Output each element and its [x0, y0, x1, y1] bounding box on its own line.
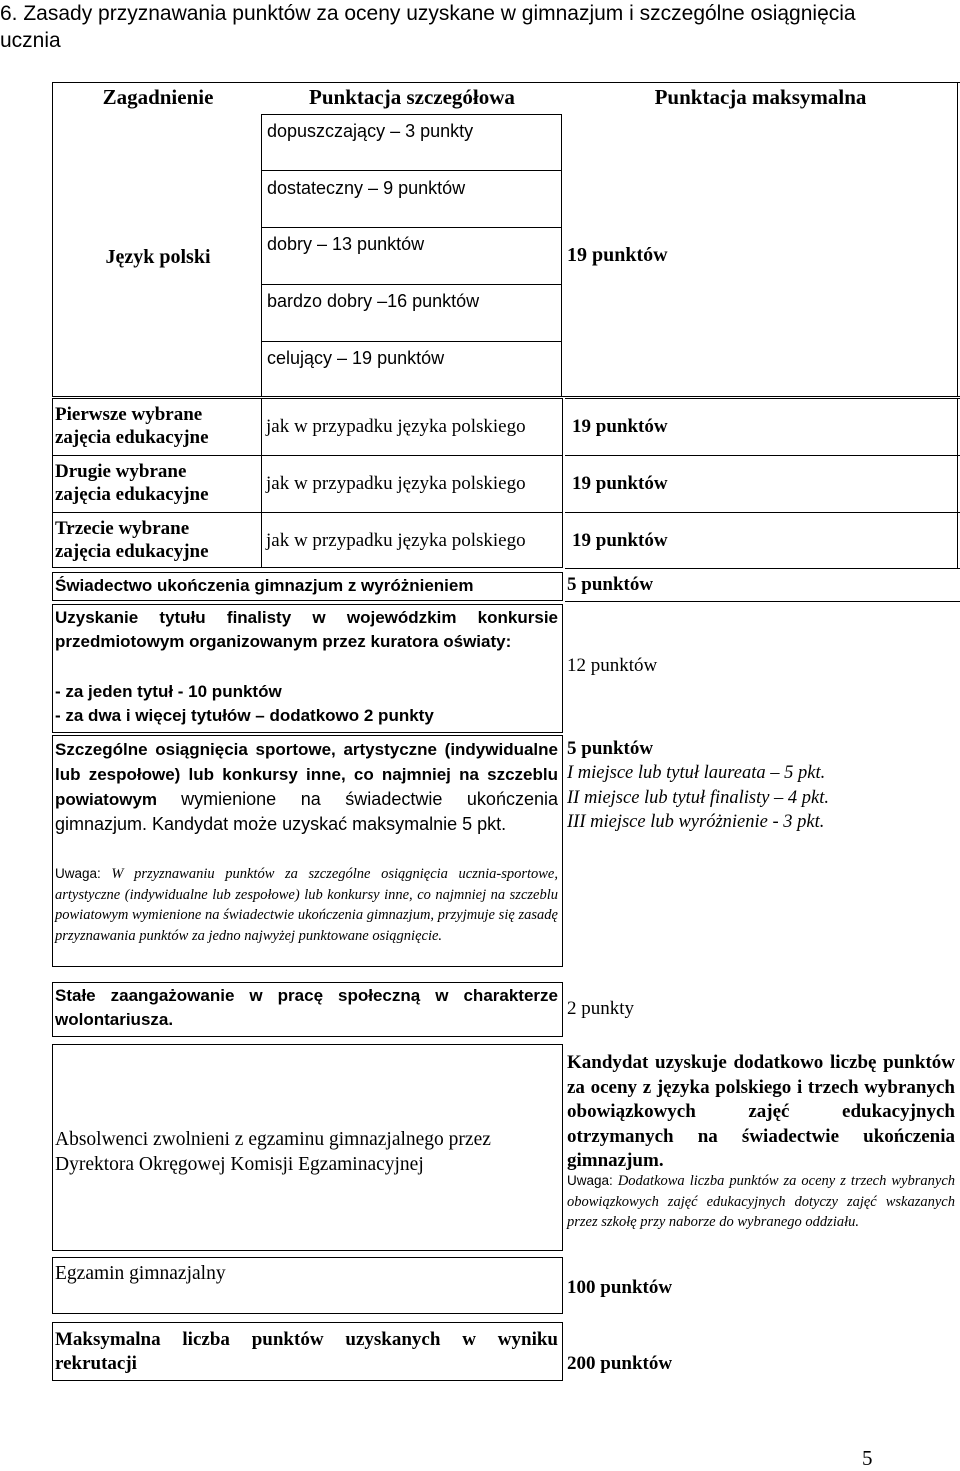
elective-3-max: 19 punktów [572, 530, 668, 551]
honors-max: 5 punktów [567, 574, 654, 595]
volunteer-max: 2 punkty [567, 998, 635, 1019]
exam-label: Egzamin gimnazjalny [55, 1263, 226, 1284]
grade-dostateczny: dostateczny – 9 punktów [267, 178, 466, 198]
total-label: Maksymalna liczba punktów uzyskanych w wyniku rekrutacji [55, 1329, 558, 1374]
elective-3-detail: jak w przypadku języka polskiego [266, 530, 526, 551]
place-2: II miejsce lub tytuł finalisty – 4 pkt. [567, 787, 830, 808]
finalist-text: Uzyskanie tytułu finalisty w wojewódzkim konkursie przedmiotowym organizowanym przez kuratora oświaty: [55, 608, 558, 651]
honors-label: Świadectwo ukończenia gimnazjum z wyróżnieniem [55, 576, 474, 595]
section-title: 6. Zasady przyznawania punktów za oceny uzyskane w gimnazjum i szczególne osiągnięcia ucznia [0, 2, 856, 52]
finalist-line-2: - za dwa i więcej tytułów – dodatkowo 2 punkty [55, 706, 434, 725]
finalist-max: 12 punktów [567, 655, 658, 676]
place-3: III miejsce lub wyróżnienie - 3 pkt. [567, 812, 825, 832]
achievements-description: Szczególne osiągnięcia sportowe, artystyczne (indywidualne lub zespołowe) lub konkursy inne, co najmniej na szczeblu powiatowym wymienione na świadectwie ukończenia gimnazjum. Kandydat może uzyskać maksymalnie 5 pkt. [55, 740, 558, 834]
page-number: 5 [862, 1446, 873, 1470]
elective-2-detail: jak w przypadku języka polskiego [266, 473, 526, 494]
elective-1-subject: Pierwsze wybrane zajęcia edukacyjne [55, 404, 209, 448]
volunteer-label: Stałe zaangażowanie w pracę społeczną w charakterze wolontariusza. [55, 986, 558, 1029]
elective-2-max: 19 punktów [572, 473, 668, 494]
elective-3-subject: Trzecie wybrane zajęcia edukacyjne [55, 518, 209, 562]
achievements-max: 5 punktów [567, 738, 654, 759]
elective-2-subject: Drugie wybrane zajęcia edukacyjne [55, 461, 209, 505]
grade-dopuszczajacy: dopuszczający – 3 punkty [267, 121, 474, 141]
elective-1-detail: jak w przypadku języka polskiego [266, 416, 526, 437]
header-zagadnienie: Zagadnienie [102, 85, 214, 109]
grade-celujacy: celujący – 19 punktów [267, 348, 445, 368]
exempt-note: Uwaga: Dodatkowa liczba punktów za oceny z trzech wybranych obowiązkowych zajęć edukacyjnych dotyczy zajęć wskazanych przez szkołę przy naborze do wybranego oddziału. [567, 1173, 956, 1230]
header-punktacja-maksymalna: Punktacja maksymalna [654, 85, 867, 109]
grade-bardzo-dobry: bardzo dobry –16 punktów [267, 291, 480, 311]
total-max: 200 punktów [567, 1353, 673, 1374]
grade-dobry: dobry – 13 punktów [267, 234, 425, 254]
polish-block [52, 82, 960, 397]
achievements-places [567, 761, 829, 835]
finalist-line-1: - za jeden tytuł - 10 punktów [55, 682, 282, 701]
subject-jezyk-polski: Język polski [105, 246, 211, 268]
place-1: I miejsce lub tytuł laureata – 5 pkt. [567, 763, 826, 783]
elective-1-max: 19 punktów [572, 416, 668, 437]
exempt-max-text: Kandydat uzyskuje dodatkowo liczbę punktów za oceny z języka polskiego i trzech wybranych obowiązkowych zajęć edukacyjnych otrzymanych na świadectwie ukończenia gimnazjum. [567, 1052, 955, 1171]
achievements-note: Uwaga: W przyznawaniu punktów za szczególne osiągnięcia ucznia-sportowe, artystyczne (indywidualne lub zespołowe) lub konkursy inne, co najmniej na szczeblu powiatowym wymienione na świadectwie ukończenia gimnazjum, przyjmuje się zasadę przyznawania punktów za jedno najwyżej punktowane osiągnięcie. [55, 866, 558, 944]
header-punktacja-szczegolowa: Punktacja szczegółowa [309, 85, 515, 109]
exam-max: 100 punktów [567, 1277, 673, 1298]
exempt-label: Absolwenci zwolnieni z egzaminu gimnazjalnego przez Dyrektora Okręgowej Komisji Egzaminacyjnej [55, 1129, 491, 1175]
polish-max: 19 punktów [567, 244, 668, 266]
